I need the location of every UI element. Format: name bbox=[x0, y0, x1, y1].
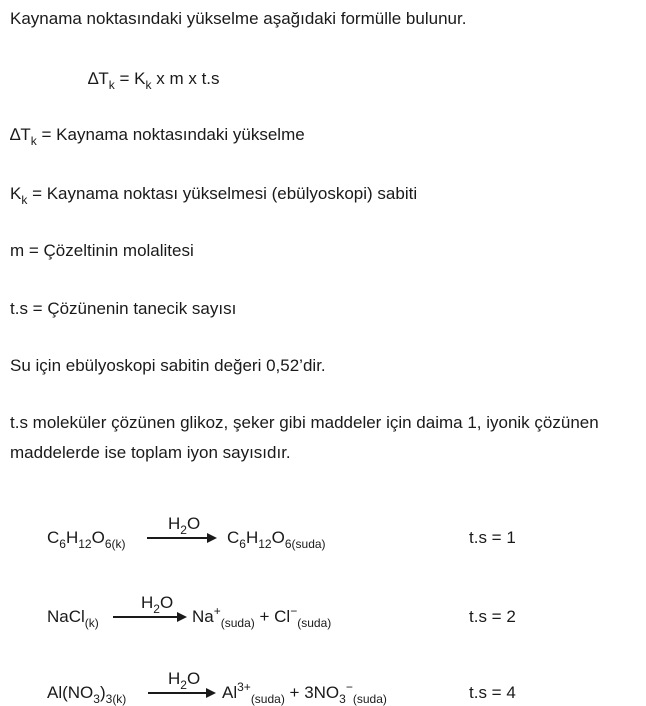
atom: O bbox=[271, 528, 285, 547]
reaction-arrow bbox=[148, 692, 214, 694]
atom-sub: 3 bbox=[339, 692, 346, 706]
atom-sub: 6 bbox=[59, 537, 66, 551]
atom: + 3NO bbox=[284, 683, 340, 702]
atom: O bbox=[186, 669, 201, 688]
atom-sub: 6(k) bbox=[104, 537, 126, 551]
atom: + Cl bbox=[254, 607, 291, 626]
atom: O bbox=[186, 514, 201, 533]
atom-sub: 3 bbox=[93, 692, 100, 706]
solvent-label bbox=[141, 593, 174, 616]
formula-delta: ∆T bbox=[88, 69, 109, 88]
reaction-arrow bbox=[147, 537, 215, 539]
atom-sub: 12 bbox=[78, 537, 92, 551]
formula-eq: = K bbox=[114, 69, 146, 88]
definition-m: m = Çözeltinin molalitesi bbox=[10, 241, 194, 260]
water-constant-text: Su için ebülyoskopi sabitin değeri 0,52’dir. bbox=[10, 356, 326, 375]
solvent-label bbox=[168, 514, 201, 537]
charge: + bbox=[213, 604, 221, 618]
def-symbol: K bbox=[10, 184, 22, 203]
reaction-product bbox=[227, 528, 326, 551]
atom-sub: (suda) bbox=[352, 692, 387, 706]
reaction-reactant bbox=[47, 528, 126, 551]
definition-delta-tk bbox=[10, 124, 305, 147]
reaction-product bbox=[192, 604, 332, 630]
atom: H bbox=[245, 528, 259, 547]
formula-k-sub: k bbox=[145, 78, 152, 92]
intro-text: Kaynama noktasındaki yükselme aşağıdaki formülle bulunur. bbox=[10, 9, 467, 28]
atom: Na bbox=[192, 607, 214, 626]
atom-sub: 2 bbox=[153, 602, 160, 616]
reaction-reactant bbox=[47, 607, 99, 630]
reaction-glucose bbox=[0, 498, 646, 551]
def-text: = Kaynama noktası yükselmesi (ebülyoskopi) sabiti bbox=[27, 184, 418, 203]
atom: H bbox=[141, 593, 154, 612]
atom-sub: (suda) bbox=[297, 616, 332, 630]
reaction-aluminium-nitrate bbox=[0, 653, 646, 706]
atom: Al(NO bbox=[47, 683, 94, 702]
atom: NaCl bbox=[47, 607, 85, 626]
reaction-nacl bbox=[0, 577, 646, 630]
atom: Al bbox=[222, 683, 238, 702]
reaction-arrow bbox=[113, 616, 185, 618]
atom: H bbox=[168, 514, 181, 533]
atom-sub: 6 bbox=[239, 537, 246, 551]
charge: − bbox=[345, 680, 353, 694]
charge: 3+ bbox=[237, 680, 251, 694]
atom: ) bbox=[99, 683, 106, 702]
charge: − bbox=[290, 604, 298, 618]
def-symbol-sub: k bbox=[21, 193, 28, 207]
particle-count: t.s = 4 bbox=[469, 683, 516, 702]
explanation-paragraph: t.s moleküler çözünen glikoz, şeker gibi maddeler için daima 1, iyonik çözünen maddelerde ise toplam iyon sayısıdır. bbox=[10, 413, 599, 462]
atom-sub: 12 bbox=[258, 537, 272, 551]
atom-sub: 3(k) bbox=[105, 692, 127, 706]
atom: C bbox=[227, 528, 240, 547]
atom: H bbox=[168, 669, 181, 688]
reaction-product bbox=[222, 680, 387, 706]
particle-count: t.s = 2 bbox=[469, 607, 516, 626]
definition-kk bbox=[10, 183, 417, 206]
formula-rest: x m x t.s bbox=[151, 69, 220, 88]
atom-sub: 6(suda) bbox=[284, 537, 326, 551]
solvent-label bbox=[168, 669, 201, 692]
reaction-reactant bbox=[47, 683, 127, 706]
atom-sub: (suda) bbox=[220, 616, 255, 630]
atom-sub: (k) bbox=[84, 616, 99, 630]
atom-sub: 2 bbox=[180, 523, 187, 537]
main-formula bbox=[88, 68, 220, 91]
atom: H bbox=[65, 528, 79, 547]
atom: C bbox=[47, 528, 60, 547]
atom-sub: 2 bbox=[180, 678, 187, 692]
formula-delta-sub: k bbox=[108, 78, 115, 92]
atom: O bbox=[159, 593, 174, 612]
def-symbol: ∆T bbox=[10, 125, 31, 144]
atom: O bbox=[91, 528, 105, 547]
atom-sub: (suda) bbox=[250, 692, 285, 706]
def-text: = Kaynama noktasındaki yükselme bbox=[36, 125, 305, 144]
definition-ts: t.s = Çözünenin tanecik sayısı bbox=[10, 299, 237, 318]
particle-count: t.s = 1 bbox=[469, 528, 516, 547]
def-symbol-sub: k bbox=[30, 134, 37, 148]
